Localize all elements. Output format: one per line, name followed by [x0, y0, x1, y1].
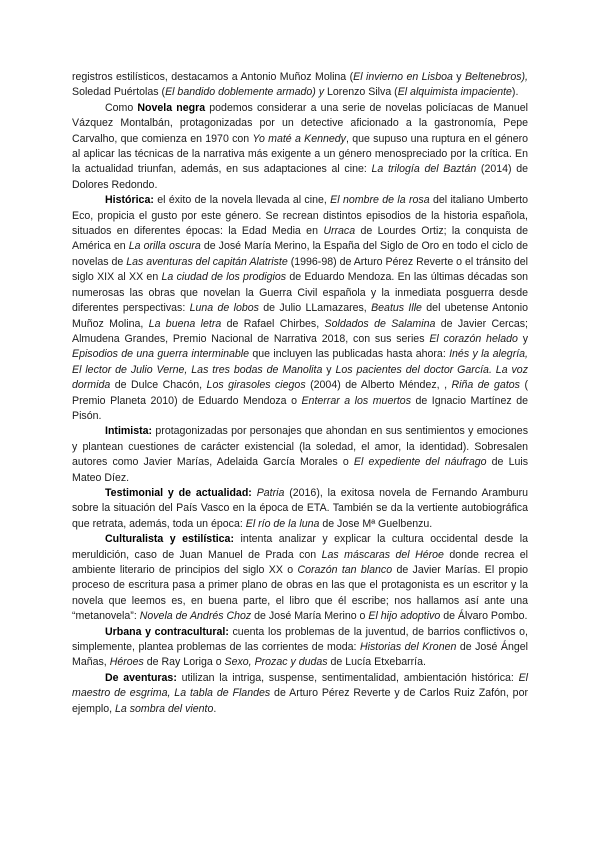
paragraph-aventuras	[72, 671, 528, 717]
italic-title: Corazón tan blanco	[297, 564, 393, 576]
text-run: del ubetense Antonio Muñoz Molina,	[72, 302, 529, 330]
italic-title: Héroes	[109, 656, 144, 669]
text-run: Soledad Puértolas (	[72, 86, 166, 99]
paragraph-negra	[72, 101, 528, 193]
text-run: de Álvaro Pombo.	[440, 610, 528, 623]
text-run: de José Ángel Mañas,	[72, 641, 529, 669]
text-run: de Lourdes Ortiz; la conquista de América en	[72, 225, 528, 253]
text-run: ).	[511, 86, 519, 99]
italic-title: La orilla oscura	[128, 240, 201, 253]
text-run: de Dulce Chacón,	[110, 379, 207, 392]
text-run: cuenta los problemas de la juventud, de barrios conflictivos o, simplemente, plantea problemas de las corrientes de moda:	[72, 625, 528, 654]
text-run: (2004) de Alberto Méndez, ,	[305, 379, 452, 392]
paragraph-cont	[72, 70, 528, 101]
italic-title: Urraca	[323, 225, 356, 238]
text-run: que incluyen las publicadas hasta ahora:	[249, 348, 450, 361]
italic-title: El hijo adoptivo	[368, 610, 441, 623]
text-run: de José María Merino o	[251, 610, 369, 623]
text-run: de Arturo Pérez Reverte y de Carlos Ruiz Zafón, por ejemplo,	[72, 687, 528, 715]
text-run: registros estilísticos, destacamos a Antonio Muñoz Molina (	[72, 71, 354, 83]
bold-heading: Novela negra	[137, 101, 206, 114]
text-run: .	[213, 702, 217, 715]
italic-title: Episodios de una guerra interminable	[72, 348, 250, 361]
italic-title: Patria	[256, 486, 285, 499]
italic-title: El expediente del náufrago	[353, 456, 487, 469]
italic-title: El bandido doblemente armado) y	[165, 86, 325, 99]
italic-title: Soldados de Salamina	[324, 317, 436, 330]
document-page	[72, 70, 528, 717]
text-run: , que supuso una ruptura en el género al aplicar las técnicas de la narrativa más exigente a un género menospreciado por la crítica. En la actualidad triunfan, además, en sus adaptaciones al cine:	[72, 132, 529, 176]
text-run: de Eduardo Mendoza. En las últimas décadas son numerosas las obras que novelan la Guerra Civil española y la inmediata posguerra desde diferentes perspectivas:	[72, 271, 528, 315]
italic-title: Luna de lobos	[189, 302, 259, 315]
text-run: de Luis Mateo Díez.	[72, 456, 529, 484]
paragraph-urbana	[72, 625, 528, 671]
text-run: Lorenzo Silva (	[324, 86, 398, 99]
text-run: (1996-98) de Arturo Pérez Reverte o el tránsito del siglo XIX al XX en	[72, 255, 529, 284]
italic-title: La buena letra	[148, 317, 222, 330]
text-run: protagonizadas por personajes que ahondan en sus sentimientos y emociones y plantean cuestiones de carácter existencial (la soledad, el amor, la identidad). Sobresalen autores como Javier Marías, Adelaida García Morales o	[72, 425, 528, 469]
text-run: el éxito de la novela llevada al cine,	[153, 194, 331, 207]
text-run: Como	[105, 101, 138, 114]
text-run: de Lucía Etxebarría.	[327, 656, 426, 669]
text-run: de Rafael Chirbes,	[221, 317, 325, 330]
paragraph-testimonial	[72, 486, 528, 532]
italic-title: La trilogía del Baztán	[371, 163, 477, 176]
italic-title: El alquimista impaciente	[397, 86, 512, 99]
italic-title: Novela de Andrés Choz	[139, 610, 252, 623]
text-run: podemos considerar a una serie de novelas policíacas de Manuel Vázquez Montalbán, protagonizadas por un detective aficionado a la gastronomía, Pepe Carvalho, que comienza en 1970 con	[72, 101, 528, 145]
text-run: y	[452, 71, 465, 83]
italic-title: Sexo, Prozac y dudas	[224, 656, 328, 669]
bold-heading: Testimonial y de actualidad:	[105, 486, 252, 499]
text-run: intenta analizar y explicar la cultura occidental desde la meruldición, caso de Juan Manuel de Prada con	[72, 533, 528, 561]
paragraph-intimista	[72, 424, 528, 486]
italic-title: Enterrar a los muertos	[301, 394, 411, 407]
text-run: de José María Merino, la España del Siglo de Oro en todo el ciclo de novelas de	[72, 240, 528, 268]
italic-title: Las aventuras del capitán Alatriste	[126, 255, 288, 268]
italic-title: El corazón helado	[429, 332, 518, 345]
italic-title: Beatus Ille	[371, 302, 422, 315]
italic-title: Los girasoles ciegos	[206, 379, 306, 392]
text-run: de Javier Marías. El propio proceso de escritura pasa a primer plano de obras en las que el protagonista es un escritor y la novela que leemos es, en buena parte, el libro que él escribe; nos hallamos así ante una “metanovela”:	[72, 564, 528, 623]
italic-title: El río de la luna	[245, 517, 320, 530]
italic-title: El maestro de esgrima, La tabla de Flandes	[72, 671, 528, 700]
text-run: donde recrea el ambiente literario de principios del siglo XX o	[72, 548, 529, 576]
italic-title: Las máscaras del Héroe	[321, 548, 444, 561]
italic-title: El invierno en Lisboa	[353, 71, 453, 83]
bold-heading: Intimista:	[105, 425, 153, 438]
italic-title: Beltenebros),	[464, 71, 528, 83]
text-run: y	[322, 363, 336, 376]
text-run: de Jose Mª Guelbenzu.	[319, 517, 433, 530]
italic-title: La ciudad de los prodigios	[161, 271, 287, 284]
italic-title: Inés y la alegría, El lector de Julio Verne, Las tres bodas de Manolita	[72, 348, 528, 376]
text-run: utilizan la intriga, suspense, sentimentalidad, ambientación histórica:	[176, 671, 519, 684]
italic-title: Riña de gatos	[451, 379, 520, 392]
italic-title: Historias del Kronen	[359, 641, 457, 654]
text-run: y	[517, 332, 528, 345]
italic-title: Yo maté a Kennedy	[252, 132, 346, 145]
text-run: de Javier Cercas; Almudena Grandes, Premio Nacional de Narrativa 2018, con sus series	[72, 317, 528, 345]
italic-title: La sombra del viento	[115, 702, 214, 715]
paragraph-culturalista	[72, 532, 528, 624]
italic-title: Los pacientes del doctor García. La voz dormida	[72, 363, 528, 392]
bold-heading: Culturalista y estilística:	[105, 533, 234, 546]
text-run: de Ray Loriga o	[143, 656, 225, 669]
text-run: (2016), la exitosa novela de Fernando Aramburu sobre la situación del País Vasco en la época de ETA. También se da la vertiente autobiográfica que retrata, además, toda un época:	[72, 486, 528, 530]
text-run: (2014) de Dolores Redondo.	[72, 163, 529, 191]
italic-title: El nombre de la rosa	[330, 194, 430, 207]
bold-heading: Urbana y contracultural:	[105, 625, 229, 638]
text-run: de Julio LLamazares,	[258, 302, 372, 315]
text-run: del italiano Umberto Eco, propicia el gusto por este género. Se recrean distintos episodios de la historia española, situados en diferentes épocas: la Edad Media en	[72, 194, 528, 238]
text-run: ( Premio Planeta 2010) de Eduardo Mendoza o	[72, 379, 528, 407]
bold-heading: Histórica:	[105, 194, 154, 207]
paragraph-historica	[72, 193, 528, 424]
text-run: de Ignacio Martínez de Pisón.	[72, 394, 528, 422]
bold-heading: De aventuras:	[105, 671, 177, 684]
